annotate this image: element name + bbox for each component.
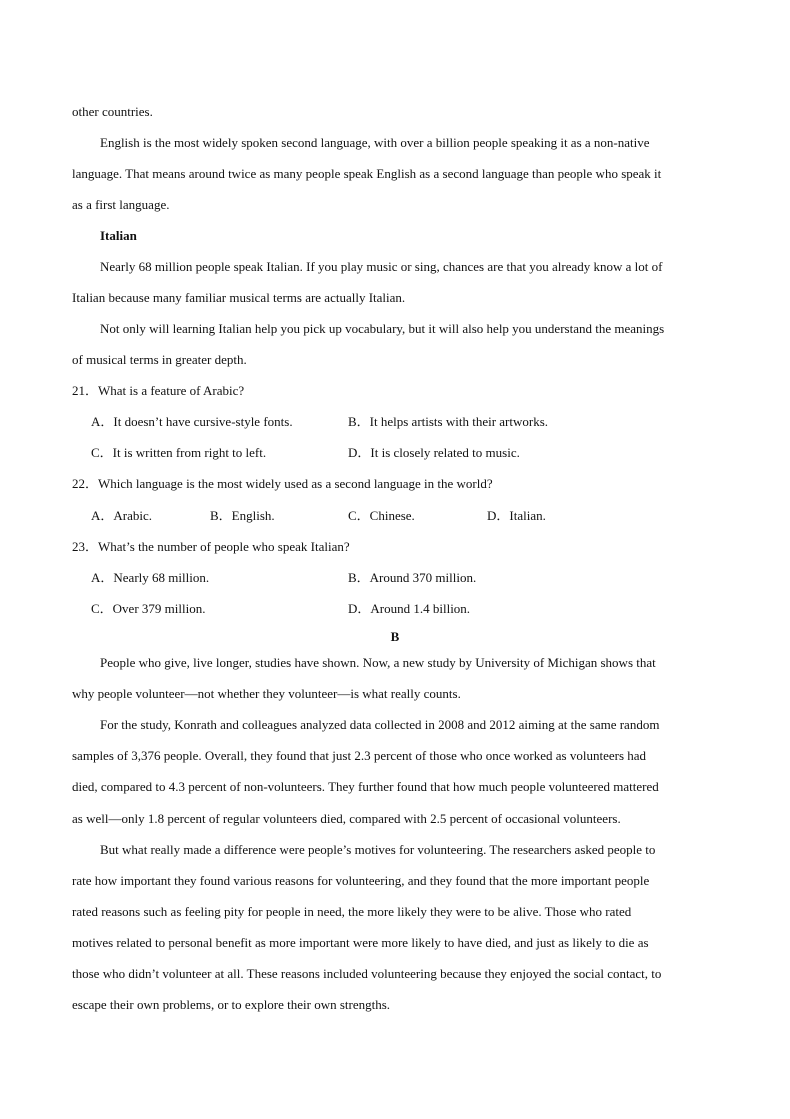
question-23-stem: 23．What’s the number of people who speak Italian?	[72, 539, 350, 554]
question-21-option-c: C．It is written from right to left.	[91, 445, 267, 460]
english-paragraph-tail: other countries.	[72, 104, 153, 119]
question-21-option-a: A．It doesn’t have cursive-style fonts.	[91, 414, 293, 429]
question-22-option-c: C．Chinese.	[348, 508, 415, 523]
question-22-option-d: D．Italian.	[487, 508, 546, 523]
passage-b-line: But what really made a difference were people’s motives for volunteering. The researchers asked people to	[100, 842, 656, 857]
question-21-option-b: B．It helps artists with their artworks.	[348, 414, 549, 429]
italian-paragraph-line: of musical terms in greater depth.	[72, 352, 247, 367]
passage-b-line: those who didn’t volunteer at all. These reasons included volunteering because they enjoyed the social contact, to	[72, 966, 662, 981]
english-paragraph-line: language. That means around twice as many people speak English as a second language than people who speak it	[72, 166, 662, 181]
question-22-stem: 22．Which language is the most widely used as a second language in the world?	[72, 476, 493, 491]
passage-b-label: B	[390, 629, 400, 644]
passage-b-line: For the study, Konrath and colleagues analyzed data collected in 2008 and 2012 aiming at the same random	[100, 717, 660, 732]
passage-b-line: People who give, live longer, studies have shown. Now, a new study by University of Michigan shows that	[100, 655, 656, 670]
english-paragraph-line: English is the most widely spoken second language, with over a billion people speaking it as a non-native	[100, 135, 650, 150]
italian-paragraph-line: Not only will learning Italian help you pick up vocabulary, but it will also help you understand the meanings	[100, 321, 665, 336]
passage-b-line: rated reasons such as feeling pity for people in need, the more likely they were to be alive. Those who rated	[72, 904, 632, 919]
english-paragraph-line: as a first language.	[72, 197, 170, 212]
question-23-option-c: C．Over 379 million.	[91, 601, 206, 616]
question-23-option-d: D．Around 1.4 billion.	[348, 601, 471, 616]
passage-b-line: escape their own problems, or to explore their own strengths.	[72, 997, 391, 1012]
passage-b-line: samples of 3,376 people. Overall, they found that just 2.3 percent of those who once worked as volunteers had	[72, 748, 647, 763]
italian-heading: Italian	[100, 228, 137, 243]
question-23-option-a: A．Nearly 68 million.	[91, 570, 210, 585]
italian-paragraph-line: Italian because many familiar musical terms are actually Italian.	[72, 290, 406, 305]
passage-b-line: rate how important they found various reasons for volunteering, and they found that the more important people	[72, 873, 650, 888]
italian-paragraph-line: Nearly 68 million people speak Italian. If you play music or sing, chances are that you already know a lot of	[100, 259, 663, 274]
passage-b-line: as well—only 1.8 percent of regular volunteers died, compared with 2.5 percent of occasional volunteers.	[72, 811, 621, 826]
passage-b-line: died, compared to 4.3 percent of non-volunteers. They further found that how much people volunteered mattered	[72, 779, 659, 794]
question-23-option-b: B．Around 370 million.	[348, 570, 477, 585]
passage-b-line: why people volunteer—not whether they volunteer—is what really counts.	[72, 686, 461, 701]
question-22-option-b: B．English.	[210, 508, 275, 523]
question-21-stem: 21．What is a feature of Arabic?	[72, 383, 245, 398]
question-21-option-d: D．It is closely related to music.	[348, 445, 520, 460]
passage-b-line: motives related to personal benefit as more important were more likely to have died, and just as likely to die as	[72, 935, 649, 950]
question-22-option-a: A．Arabic.	[91, 508, 153, 523]
